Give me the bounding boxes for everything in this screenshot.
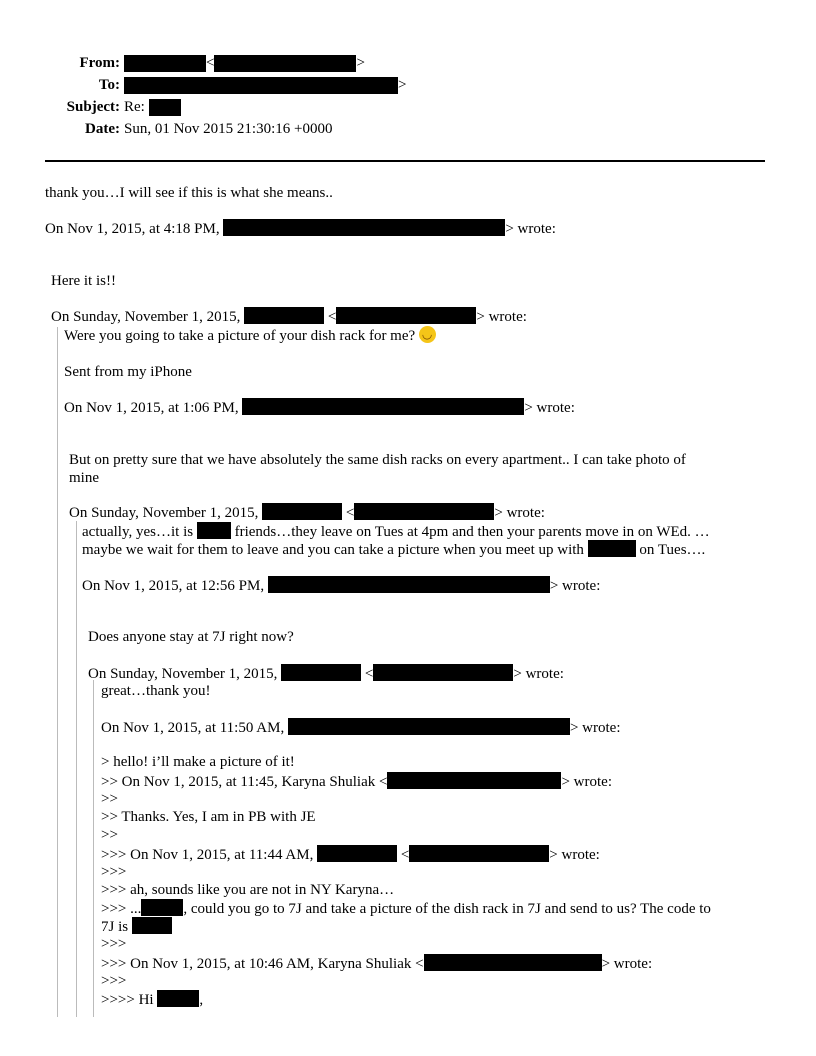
redacted-block <box>242 398 524 415</box>
attribution-text: > wrote: <box>513 666 564 682</box>
subject-label: Subject: <box>66 99 120 115</box>
quoted-line: >>> ah, sounds like you are not in NY Karyna… <box>101 882 395 898</box>
date-label: Date: <box>85 121 120 137</box>
attribution-text: On Sunday, November 1, 2015, <box>51 309 241 325</box>
quoted-text: >> On Nov 1, 2015, at 11:45, Karyna Shuliak < <box>101 774 388 790</box>
from-row <box>45 52 406 74</box>
quote-attribution: On Sunday, November 1, 2015, < > wrote: <box>51 309 527 325</box>
date-row <box>45 118 406 140</box>
redacted-block <box>157 990 199 1007</box>
attribution-text: On Nov 1, 2015, at 1:06 PM, <box>64 400 239 416</box>
from-label: From: <box>79 55 120 71</box>
redacted-block <box>132 917 172 934</box>
angle-open: < <box>206 55 215 71</box>
attribution-text: > wrote: <box>549 578 601 594</box>
subject-value: Re: <box>124 99 145 115</box>
body-line <box>82 522 710 541</box>
body-line: Here it is!! <box>51 273 116 289</box>
redacted-block <box>588 540 636 557</box>
redacted-block <box>244 307 324 324</box>
body-line: thank you…I will see if this is what she means.. <box>45 185 333 201</box>
quoted-text: , could you go to 7J and take a picture of the dish rack in 7J and send to us? The code to <box>183 901 711 917</box>
quote-bar <box>57 327 58 1017</box>
redacted-block <box>336 307 476 324</box>
attribution-text: > wrote: <box>494 505 545 521</box>
to-row <box>45 74 406 96</box>
quoted-text: > wrote: <box>549 847 600 863</box>
redacted-block <box>197 522 231 539</box>
redacted-block <box>409 845 549 862</box>
quote-attribution <box>82 576 600 595</box>
smiley-emoji-icon <box>419 326 436 343</box>
body-text: actually, yes…it is <box>82 524 194 540</box>
header-divider <box>45 160 765 162</box>
body-line: great…thank you! <box>101 683 211 699</box>
angle-close: > <box>356 55 365 71</box>
attribution-text: On Nov 1, 2015, at 12:56 PM, <box>82 578 265 594</box>
redacted-block <box>373 664 513 681</box>
redacted-block <box>141 899 183 916</box>
redacted-block <box>124 55 206 72</box>
attribution-text: On Nov 1, 2015, at 4:18 PM, <box>45 221 220 237</box>
email-header <box>45 52 406 140</box>
body-line <box>64 326 436 345</box>
attribution-text: On Sunday, November 1, 2015, <box>88 666 278 682</box>
quoted-line: >> <box>101 791 118 807</box>
redacted-block <box>288 718 570 735</box>
quoted-line: >>> <box>101 864 127 880</box>
quoted-text: , <box>199 992 204 1008</box>
quoted-line: >>> On Nov 1, 2015, at 11:44 AM, < > wrote: <box>101 847 600 863</box>
redacted-block <box>149 99 181 116</box>
body-line: But on pretty sure that we have absolutely the same dish racks on every apartment.. I can take photo of <box>69 452 686 468</box>
quoted-text: >>> On Nov 1, 2015, at 11:44 AM, <box>101 847 314 863</box>
redacted-block <box>124 77 398 94</box>
quoted-text: > wrote: <box>601 956 653 972</box>
body-line: Does anyone stay at 7J right now? <box>88 629 294 645</box>
attribution-text: On Nov 1, 2015, at 11:50 AM, <box>101 720 285 736</box>
redacted-block <box>387 772 561 789</box>
body-line: Sent from my iPhone <box>64 364 192 380</box>
redacted-block <box>424 954 602 971</box>
quoted-line: >>> <box>101 973 127 989</box>
quoted-line: >> <box>101 827 118 843</box>
quote-attribution: On Sunday, November 1, 2015, < > wrote: <box>88 666 564 682</box>
body-text: maybe we wait for them to leave and you can take a picture when you meet up with <box>82 542 584 558</box>
redacted-block <box>354 503 494 520</box>
attribution-text: > wrote: <box>505 221 556 237</box>
quote-attribution <box>64 398 575 417</box>
quoted-line: >>> <box>101 936 127 952</box>
body-line <box>82 540 705 559</box>
date-value: Sun, 01 Nov 2015 21:30:16 +0000 <box>124 121 333 137</box>
quoted-line <box>101 899 711 918</box>
quoted-line <box>101 954 652 973</box>
quote-bar <box>93 680 94 1017</box>
redacted-block <box>268 576 550 593</box>
quoted-text: > wrote: <box>561 774 612 790</box>
redacted-block <box>262 503 342 520</box>
body-text: Were you going to take a picture of your dish rack for me? <box>64 328 416 344</box>
angle-close: > <box>398 77 407 93</box>
quoted-line <box>101 990 203 1009</box>
quoted-line <box>101 772 612 791</box>
redacted-block <box>214 55 356 72</box>
subject-row <box>45 96 406 118</box>
redacted-block <box>223 219 505 236</box>
quoted-text: >>>> Hi <box>101 992 154 1008</box>
quoted-text: >>> On Nov 1, 2015, at 10:46 AM, Karyna Shuliak < <box>101 956 424 972</box>
redacted-block <box>281 664 361 681</box>
quote-bar <box>76 521 77 1017</box>
quoted-line <box>101 917 172 936</box>
quoted-line: > hello! i’ll make a picture of it! <box>101 754 295 770</box>
quoted-text: 7J is <box>101 919 129 935</box>
to-label: To: <box>98 77 120 93</box>
quote-attribution: On Sunday, November 1, 2015, < > wrote: <box>69 505 545 521</box>
quoted-text: >>> ... <box>101 901 142 917</box>
body-text: on Tues…. <box>639 542 706 558</box>
body-line: mine <box>69 470 99 486</box>
quote-attribution <box>45 219 556 238</box>
quoted-line: >> Thanks. Yes, I am in PB with JE <box>101 809 316 825</box>
attribution-text: > wrote: <box>524 400 575 416</box>
body-text: friends…they leave on Tues at 4pm and then your parents move in on WEd. … <box>234 524 710 540</box>
attribution-text: On Sunday, November 1, 2015, <box>69 505 259 521</box>
attribution-text: > wrote: <box>569 720 621 736</box>
quote-attribution <box>101 718 620 737</box>
attribution-text: > wrote: <box>476 309 527 325</box>
redacted-block <box>317 845 397 862</box>
